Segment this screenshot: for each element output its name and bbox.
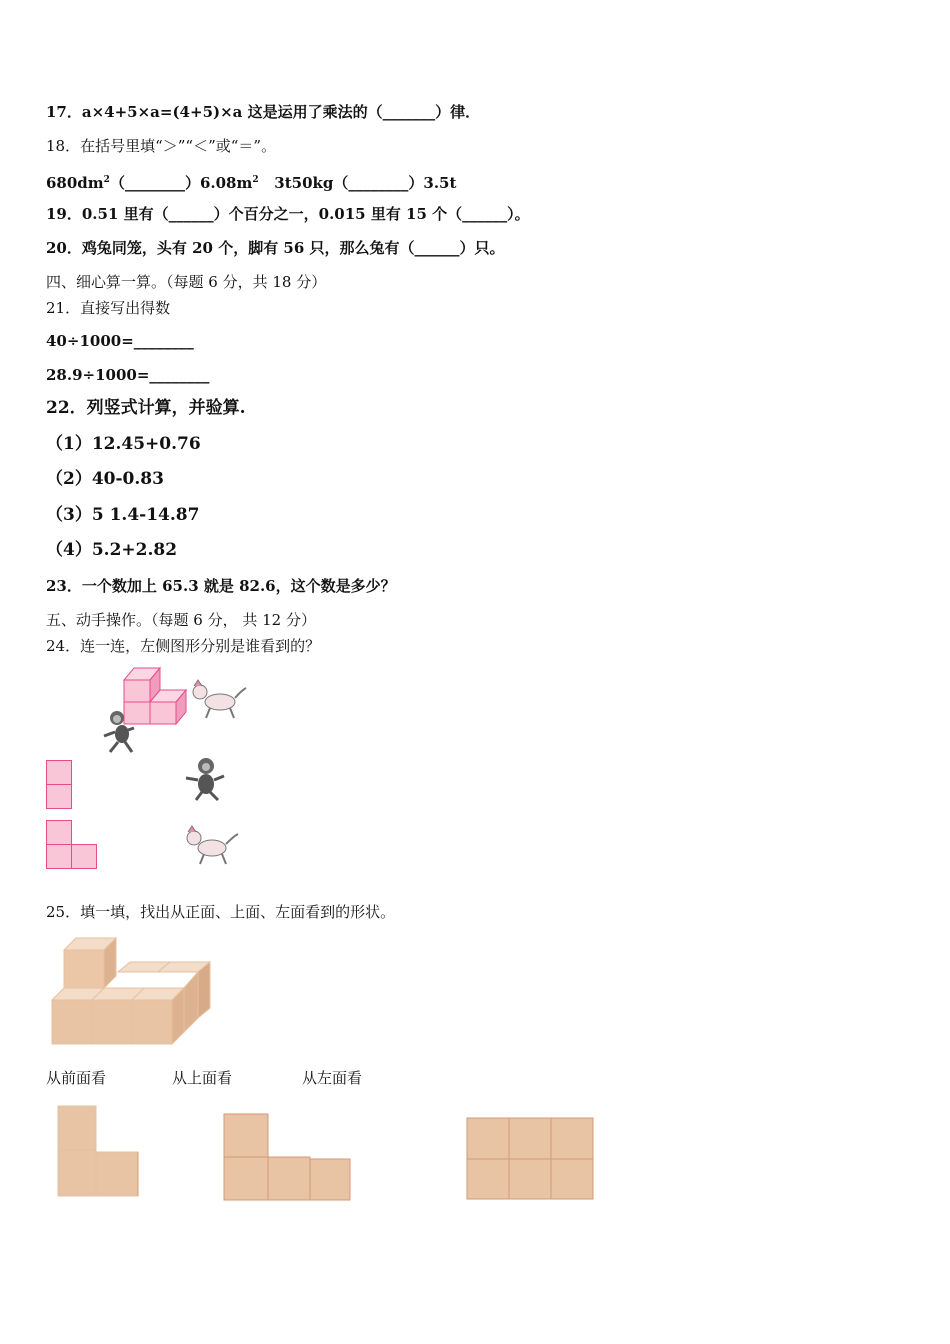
- q24-observers: [178, 752, 248, 872]
- q18-sup-2: 2: [252, 175, 259, 185]
- q22-item-4: （4）5.2+2.82: [46, 540, 178, 560]
- label-left-view: 从左面看: [302, 1069, 363, 1087]
- q18-sup-1: 2: [103, 175, 110, 185]
- view-shape-left: [466, 1116, 596, 1202]
- q21-item-2: 28.9÷1000=________: [46, 366, 210, 384]
- q22-item-1: （1）12.45+0.76: [46, 434, 201, 454]
- q24-shape-l: [47, 821, 97, 869]
- q24-view-shapes: [46, 760, 100, 872]
- question-24: 24．连一连，左侧图形分别是谁看到的？: [46, 637, 321, 655]
- question-19: 19．0.51 里有（______）个百分之一，0.015 里有 15 个（______）。: [46, 205, 530, 223]
- q21-item-1: 40÷1000=________: [46, 332, 194, 350]
- question-22: 22．列竖式计算，并验算.: [46, 398, 246, 418]
- question-21: 21．直接写出得数: [46, 299, 171, 317]
- q25-cube-scene: [46, 930, 216, 1050]
- question-18-row: [46, 170, 456, 193]
- pink-cube-stack: [124, 668, 186, 724]
- label-front-view: 从前面看: [46, 1069, 107, 1087]
- question-20: 20．鸡兔同笼，头有 20 个，脚有 56 只，那么兔有（______）只。: [46, 239, 505, 257]
- section-5-heading: 五、动手操作。（每题 6 分， 共 12 分）: [46, 611, 316, 629]
- q24-cube-scene: [90, 660, 260, 760]
- view-shape-front: [56, 1104, 146, 1200]
- view-shape-top: [222, 1112, 354, 1204]
- q18-part-c: 3t50kg（________）3.5t: [258, 174, 457, 192]
- question-18: 18．在括号里填“＞”“＜”或“＝”。: [46, 137, 277, 155]
- question-17: 17．a×4+5×a=(4+5)×a 这是运用了乘法的（_______）律．: [46, 103, 481, 121]
- q18-part-a: 680dm: [46, 174, 104, 192]
- dog-icon: [193, 680, 246, 718]
- section-4-heading: 四、细心算一算。（每题 6 分，共 18 分）: [46, 273, 327, 291]
- tan-cube-stack: [52, 938, 210, 1044]
- dog-icon: [187, 826, 238, 864]
- monkey-icon: [186, 758, 224, 800]
- q18-part-b: （________）6.08m: [109, 174, 253, 192]
- question-25: 25．填一填，找出从正面、上面、左面看到的形状。: [46, 903, 396, 921]
- label-top-view: 从上面看: [172, 1069, 233, 1087]
- q24-shape-vertical: [47, 761, 72, 809]
- question-23: 23．一个数加上 65.3 就是 82.6，这个数是多少？: [46, 577, 396, 595]
- q22-item-3: （3）5 1.4-14.87: [46, 505, 200, 525]
- q22-item-2: （2）40-0.83: [46, 469, 164, 489]
